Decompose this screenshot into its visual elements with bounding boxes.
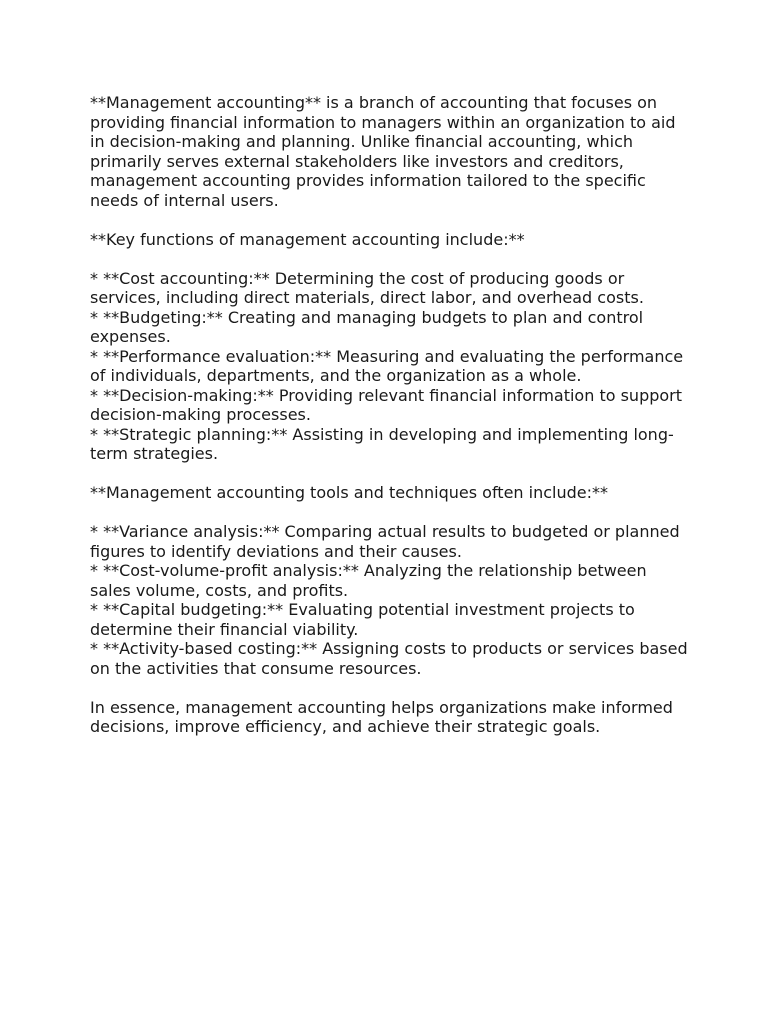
function-item-budgeting: * **Budgeting:** Creating and managing budgets to plan and control expenses. xyxy=(90,307,644,346)
tool-item-activity-based-costing: * **Activity-based costing:** Assigning costs to products or services based on the activities that consume resources. xyxy=(90,639,688,678)
tool-item-variance-analysis: * **Variance analysis:** Comparing actual results to budgeted or planned figures to identify deviations and their causes. xyxy=(90,522,680,561)
paragraph-gap xyxy=(90,249,690,269)
functions-heading: **Key functions of management accounting include:** xyxy=(90,229,525,249)
function-item-decision-making: * **Decision-making:** Providing relevant financial information to support decision-making processes. xyxy=(90,385,683,424)
conclusion-paragraph: In essence, management accounting helps organizations make informed decisions, improve efficiency, and achieve their strategic goals. xyxy=(90,697,673,736)
document-body xyxy=(90,93,690,737)
paragraph-gap xyxy=(90,678,690,698)
intro-paragraph: **Management accounting** is a branch of accounting that focuses on providing financial information to managers within an organization to aid in decision-making and planning. Unlike financial accounting, which primarily serves external stakeholders like investors and creditors, management accounting provides information tailored to the specific needs of internal users. xyxy=(90,93,676,210)
paragraph-gap xyxy=(90,464,690,484)
tool-item-capital-budgeting: * **Capital budgeting:** Evaluating potential investment projects to determine their financial viability. xyxy=(90,600,635,639)
function-item-cost-accounting: * **Cost accounting:** Determining the cost of producing goods or services, including direct materials, direct labor, and overhead costs. xyxy=(90,268,644,307)
paragraph-gap xyxy=(90,503,690,523)
tools-heading: **Management accounting tools and techniques often include:** xyxy=(90,483,609,502)
function-item-performance-evaluation: * **Performance evaluation:** Measuring and evaluating the performance of individuals, departments, and the organization as a whole. xyxy=(90,346,684,385)
tool-item-cost-volume-profit: * **Cost-volume-profit analysis:** Analyzing the relationship between sales volume, costs, and profits. xyxy=(90,561,647,600)
function-item-strategic-planning: * **Strategic planning:** Assisting in developing and implementing long-term strategies. xyxy=(90,424,674,463)
paragraph-gap xyxy=(90,210,690,230)
